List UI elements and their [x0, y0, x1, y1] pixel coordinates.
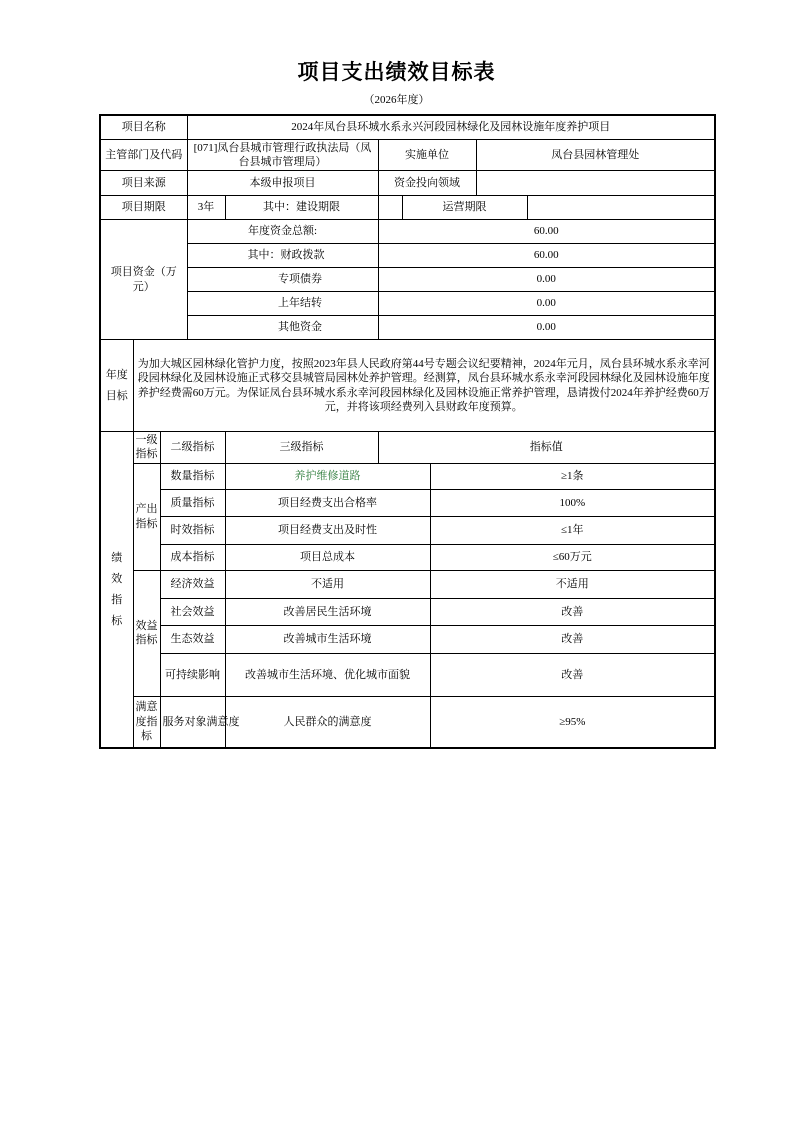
- fund-fiscal-label: 其中：财政拨款: [187, 244, 378, 268]
- fund-carryover-value: 0.00: [378, 292, 715, 316]
- row-department: [100, 139, 715, 171]
- fund-bond-value: 0.00: [378, 268, 715, 292]
- indicator-l2: 服务对象满意度: [160, 696, 225, 748]
- indicators-side-label: 绩效指标: [100, 432, 133, 749]
- benefit-indicator-label: 效益指标: [133, 570, 160, 696]
- dept-value: [071]凤台县城市管理行政执法局（凤台县城市管理局）: [187, 139, 378, 171]
- fund-total-value: 60.00: [378, 220, 715, 244]
- impl-value: 凤台县园林管理处: [476, 139, 715, 171]
- indicator-l3: 项目经费支出及时性: [225, 516, 430, 544]
- annual-goal-label: 年度目标: [100, 340, 133, 432]
- period-label: 项目期限: [100, 196, 187, 220]
- build-period-value: [378, 196, 402, 220]
- header-level1: 一级指标: [133, 432, 160, 464]
- page-subtitle: （2026年度）: [363, 94, 430, 106]
- row-indicator-ecological: [100, 625, 715, 653]
- impl-label: 实施单位: [378, 139, 476, 171]
- source-label: 项目来源: [100, 171, 187, 196]
- invest-value: [476, 171, 715, 196]
- row-indicator-quality: [100, 489, 715, 516]
- row-indicator-timeliness: [100, 516, 715, 544]
- output-indicator-label: 产出指标: [133, 463, 160, 570]
- row-period: [100, 196, 715, 220]
- row-indicator-quantity: [100, 463, 715, 489]
- annual-goal-text: 为加大城区园林绿化管护力度，按照2023年县人民政府第44号专题会议纪要精神，2024年元月，凤台县环城水系永幸河段园林绿化及园林设施正式移交县城管局园林处养护管理。经测算，凤台县环城水系永幸河段园林绿化及园林设施年度养护经费需60万元。为保证凤台县环城水系永幸河段园林绿化及园林设施正常养护管理，恳请拨付2024年养护经费60万元，并将该项经费列入县财政年度预算。: [133, 340, 715, 432]
- indicator-l2: 社会效益: [160, 598, 225, 625]
- period-value: 3年: [187, 196, 225, 220]
- indicator-value: 改善: [430, 653, 715, 696]
- project-name-value: 2024年凤台县环城水系永兴河段园林绿化及园林设施年度养护项目: [187, 115, 715, 139]
- row-annual-goal: [100, 340, 715, 432]
- indicator-value: 100%: [430, 489, 715, 516]
- indicator-value: 改善: [430, 598, 715, 625]
- page-title: 项目支出绩效目标表: [297, 60, 496, 84]
- row-fund-bond: [100, 268, 715, 292]
- indicator-l2: 可持续影响: [160, 653, 225, 696]
- project-name-label: 项目名称: [100, 115, 187, 139]
- fund-other-label: 其他资金: [187, 316, 378, 340]
- row-indicator-satisfaction: [100, 696, 715, 748]
- indicator-l3: 不适用: [225, 570, 430, 598]
- indicator-value: ≤60万元: [430, 544, 715, 570]
- row-source: [100, 171, 715, 196]
- indicator-l3: 改善城市生活环境、优化城市面貌: [225, 653, 430, 696]
- source-value: 本级申报项目: [187, 171, 378, 196]
- indicator-value: ≥1条: [430, 463, 715, 489]
- indicator-l3: 项目经费支出合格率: [225, 489, 430, 516]
- indicator-l2: 时效指标: [160, 516, 225, 544]
- row-fund-other: [100, 316, 715, 340]
- row-indicator-social: [100, 598, 715, 625]
- fund-other-value: 0.00: [378, 316, 715, 340]
- indicator-l3: 改善居民生活环境: [225, 598, 430, 625]
- fund-carryover-label: 上年结转: [187, 292, 378, 316]
- indicator-l3: 项目总成本: [225, 544, 430, 570]
- indicator-l2: 质量指标: [160, 489, 225, 516]
- indicator-l2: 数量指标: [160, 463, 225, 489]
- indicator-value: ≥95%: [430, 696, 715, 748]
- indicator-l2: 经济效益: [160, 570, 225, 598]
- row-indicator-header: [100, 432, 715, 464]
- invest-label: 资金投向领域: [378, 171, 476, 196]
- row-fund-total: [100, 220, 715, 244]
- header-level3: 三级指标: [225, 432, 378, 464]
- indicator-value: 改善: [430, 625, 715, 653]
- row-fund-fiscal: [100, 244, 715, 268]
- header-level2: 二级指标: [160, 432, 225, 464]
- indicator-l3: 人民群众的满意度: [225, 696, 430, 748]
- satisfaction-indicator-label: 满意度指标: [133, 696, 160, 748]
- build-period-label: 其中：建设期限: [225, 196, 378, 220]
- row-fund-carryover: [100, 292, 715, 316]
- indicator-value: ≤1年: [430, 516, 715, 544]
- indicator-l2: 成本指标: [160, 544, 225, 570]
- indicator-value: 不适用: [430, 570, 715, 598]
- performance-target-table: [99, 114, 716, 749]
- fund-total-label: 年度资金总额:: [187, 220, 378, 244]
- header-value: 指标值: [378, 432, 715, 464]
- fund-fiscal-value: 60.00: [378, 244, 715, 268]
- funds-label: 项目资金（万元）: [100, 220, 187, 340]
- oper-period-label: 运营期限: [402, 196, 527, 220]
- indicator-l3: 改善城市生活环境: [225, 625, 430, 653]
- oper-period-value: [527, 196, 715, 220]
- row-project-name: [100, 115, 715, 139]
- indicator-l3: 养护维修道路: [225, 463, 430, 489]
- row-indicator-cost: [100, 544, 715, 570]
- row-indicator-sustain: [100, 653, 715, 696]
- indicator-l2: 生态效益: [160, 625, 225, 653]
- fund-bond-label: 专项债券: [187, 268, 378, 292]
- dept-label: 主管部门及代码: [100, 139, 187, 171]
- row-indicator-economic: [100, 570, 715, 598]
